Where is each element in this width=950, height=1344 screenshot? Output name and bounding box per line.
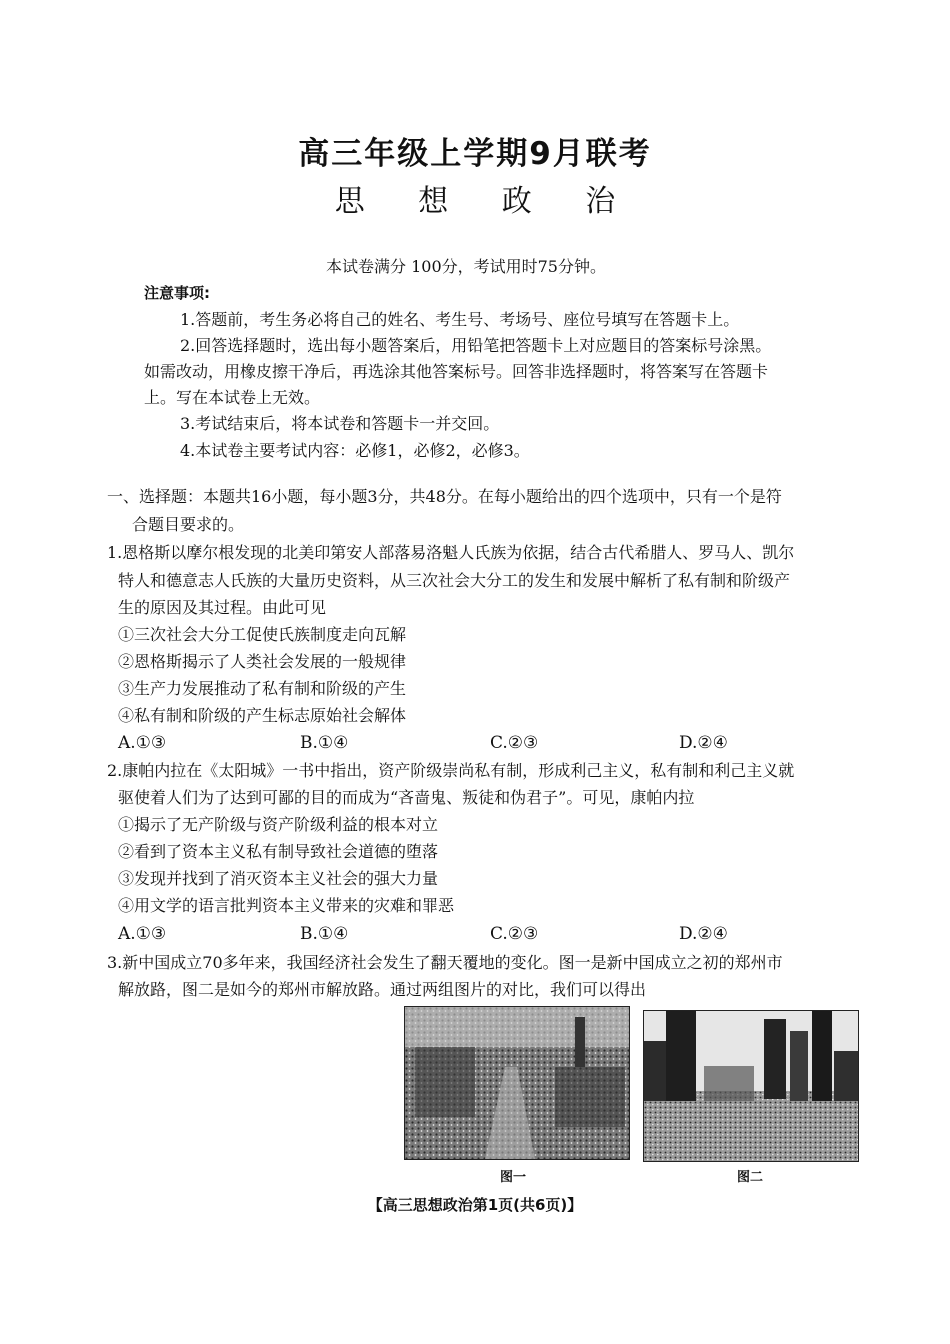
q1-statement-1: ①三次社会大分工促使氏族制度走向瓦解	[118, 625, 407, 644]
q3-stem-line-2: 解放路，图二是如今的郑州市解放路。通过两组图片的对比，我们可以得出	[118, 980, 647, 999]
q2-statement-3: ③发现并找到了消灭资本主义社会的强大力量	[118, 869, 439, 888]
exam-info: 本试卷满分 100分，考试用时75分钟。	[326, 257, 606, 276]
q2-stem-line-2: 驱使着人们为了达到可鄙的目的而成为“吝啬鬼、叛徒和伪君子”。可见，康帕内拉	[118, 788, 695, 807]
q2-statement-4: ④用文学的语言批判资本主义带来的灾难和罪恶	[118, 896, 455, 915]
q2-stem-line-1: 2.康帕内拉在《太阳城》一书中指出，资产阶级崇尚私有制，形成利己主义，私有制和利己主义就	[107, 761, 795, 780]
figure-1-photo	[404, 1006, 630, 1160]
q2-option-c: C.②③	[490, 924, 539, 944]
figure-1-image	[405, 1007, 629, 1159]
q2-statement-2: ②看到了资本主义私有制导致社会道德的堕落	[118, 842, 439, 861]
q1-statement-4: ④私有制和阶级的产生标志原始社会解体	[118, 706, 407, 725]
q1-stem-line-3: 生的原因及其过程。由此可见	[118, 598, 327, 617]
q2-statement-1: ①揭示了无产阶级与资产阶级利益的根本对立	[118, 815, 439, 834]
notice-item-2: 2.回答选择题时，选出每小题答案后，用铅笔把答题卡上对应题目的答案标号涂黑。	[180, 336, 772, 355]
q1-statement-2: ②恩格斯揭示了人类社会发展的一般规律	[118, 652, 407, 671]
q1-stem-line-1: 1.恩格斯以摩尔根发现的北美印第安人部落易洛魁人氏族为依据，结合古代希腊人、罗马人、凯尔	[107, 543, 795, 562]
section-heading-cont: 合题目要求的。	[132, 515, 245, 534]
q1-stem-line-2: 特人和德意志人氏族的大量历史资料，从三次社会大分工的发生和发展中解析了私有制和阶级产	[118, 571, 791, 590]
q1-option-b: B.①④	[300, 733, 349, 753]
section-heading: 一、选择题：本题共16小题，每小题3分，共48分。在每小题给出的四个选项中，只有一个是符	[107, 487, 782, 506]
notice-item-1: 1.答题前，考生务必将自己的姓名、考生号、考场号、座位号填写在答题卡上。	[180, 310, 740, 329]
notice-heading: 注意事项:	[144, 284, 210, 302]
notice-item-2-cont: 如需改动，用橡皮擦干净后，再选涂其他答案标号。回答非选择题时，将答案写在答题卡	[144, 362, 769, 381]
notice-item-2-end: 上。写在本试卷上无效。	[144, 388, 321, 407]
figure-2-caption: 图二	[737, 1170, 764, 1185]
page-footer: 【高三思想政治第1页(共6页)】	[367, 1196, 583, 1214]
figure-2-image	[644, 1011, 858, 1161]
figure-2-photo	[643, 1010, 859, 1162]
subject-title: 思 想 政 治	[334, 184, 638, 219]
exam-title: 高三年级上学期9月联考	[298, 136, 652, 172]
q1-option-d: D.②④	[679, 733, 728, 753]
q2-option-d: D.②④	[679, 924, 728, 944]
q1-statement-3: ③生产力发展推动了私有制和阶级的产生	[118, 679, 407, 698]
notice-item-4: 4.本试卷主要考试内容：必修1，必修2，必修3。	[180, 441, 530, 460]
figure-1-caption: 图一	[500, 1170, 527, 1185]
notice-item-3: 3.考试结束后，将本试卷和答题卡一并交回。	[180, 414, 500, 433]
q2-option-b: B.①④	[300, 924, 349, 944]
q2-option-a: A.①③	[118, 924, 167, 944]
q3-stem-line-1: 3.新中国成立70多年来，我国经济社会发生了翻天覆地的变化。图一是新中国成立之初的郑州市	[107, 953, 783, 972]
q1-option-a: A.①③	[118, 733, 167, 753]
q1-option-c: C.②③	[490, 733, 539, 753]
